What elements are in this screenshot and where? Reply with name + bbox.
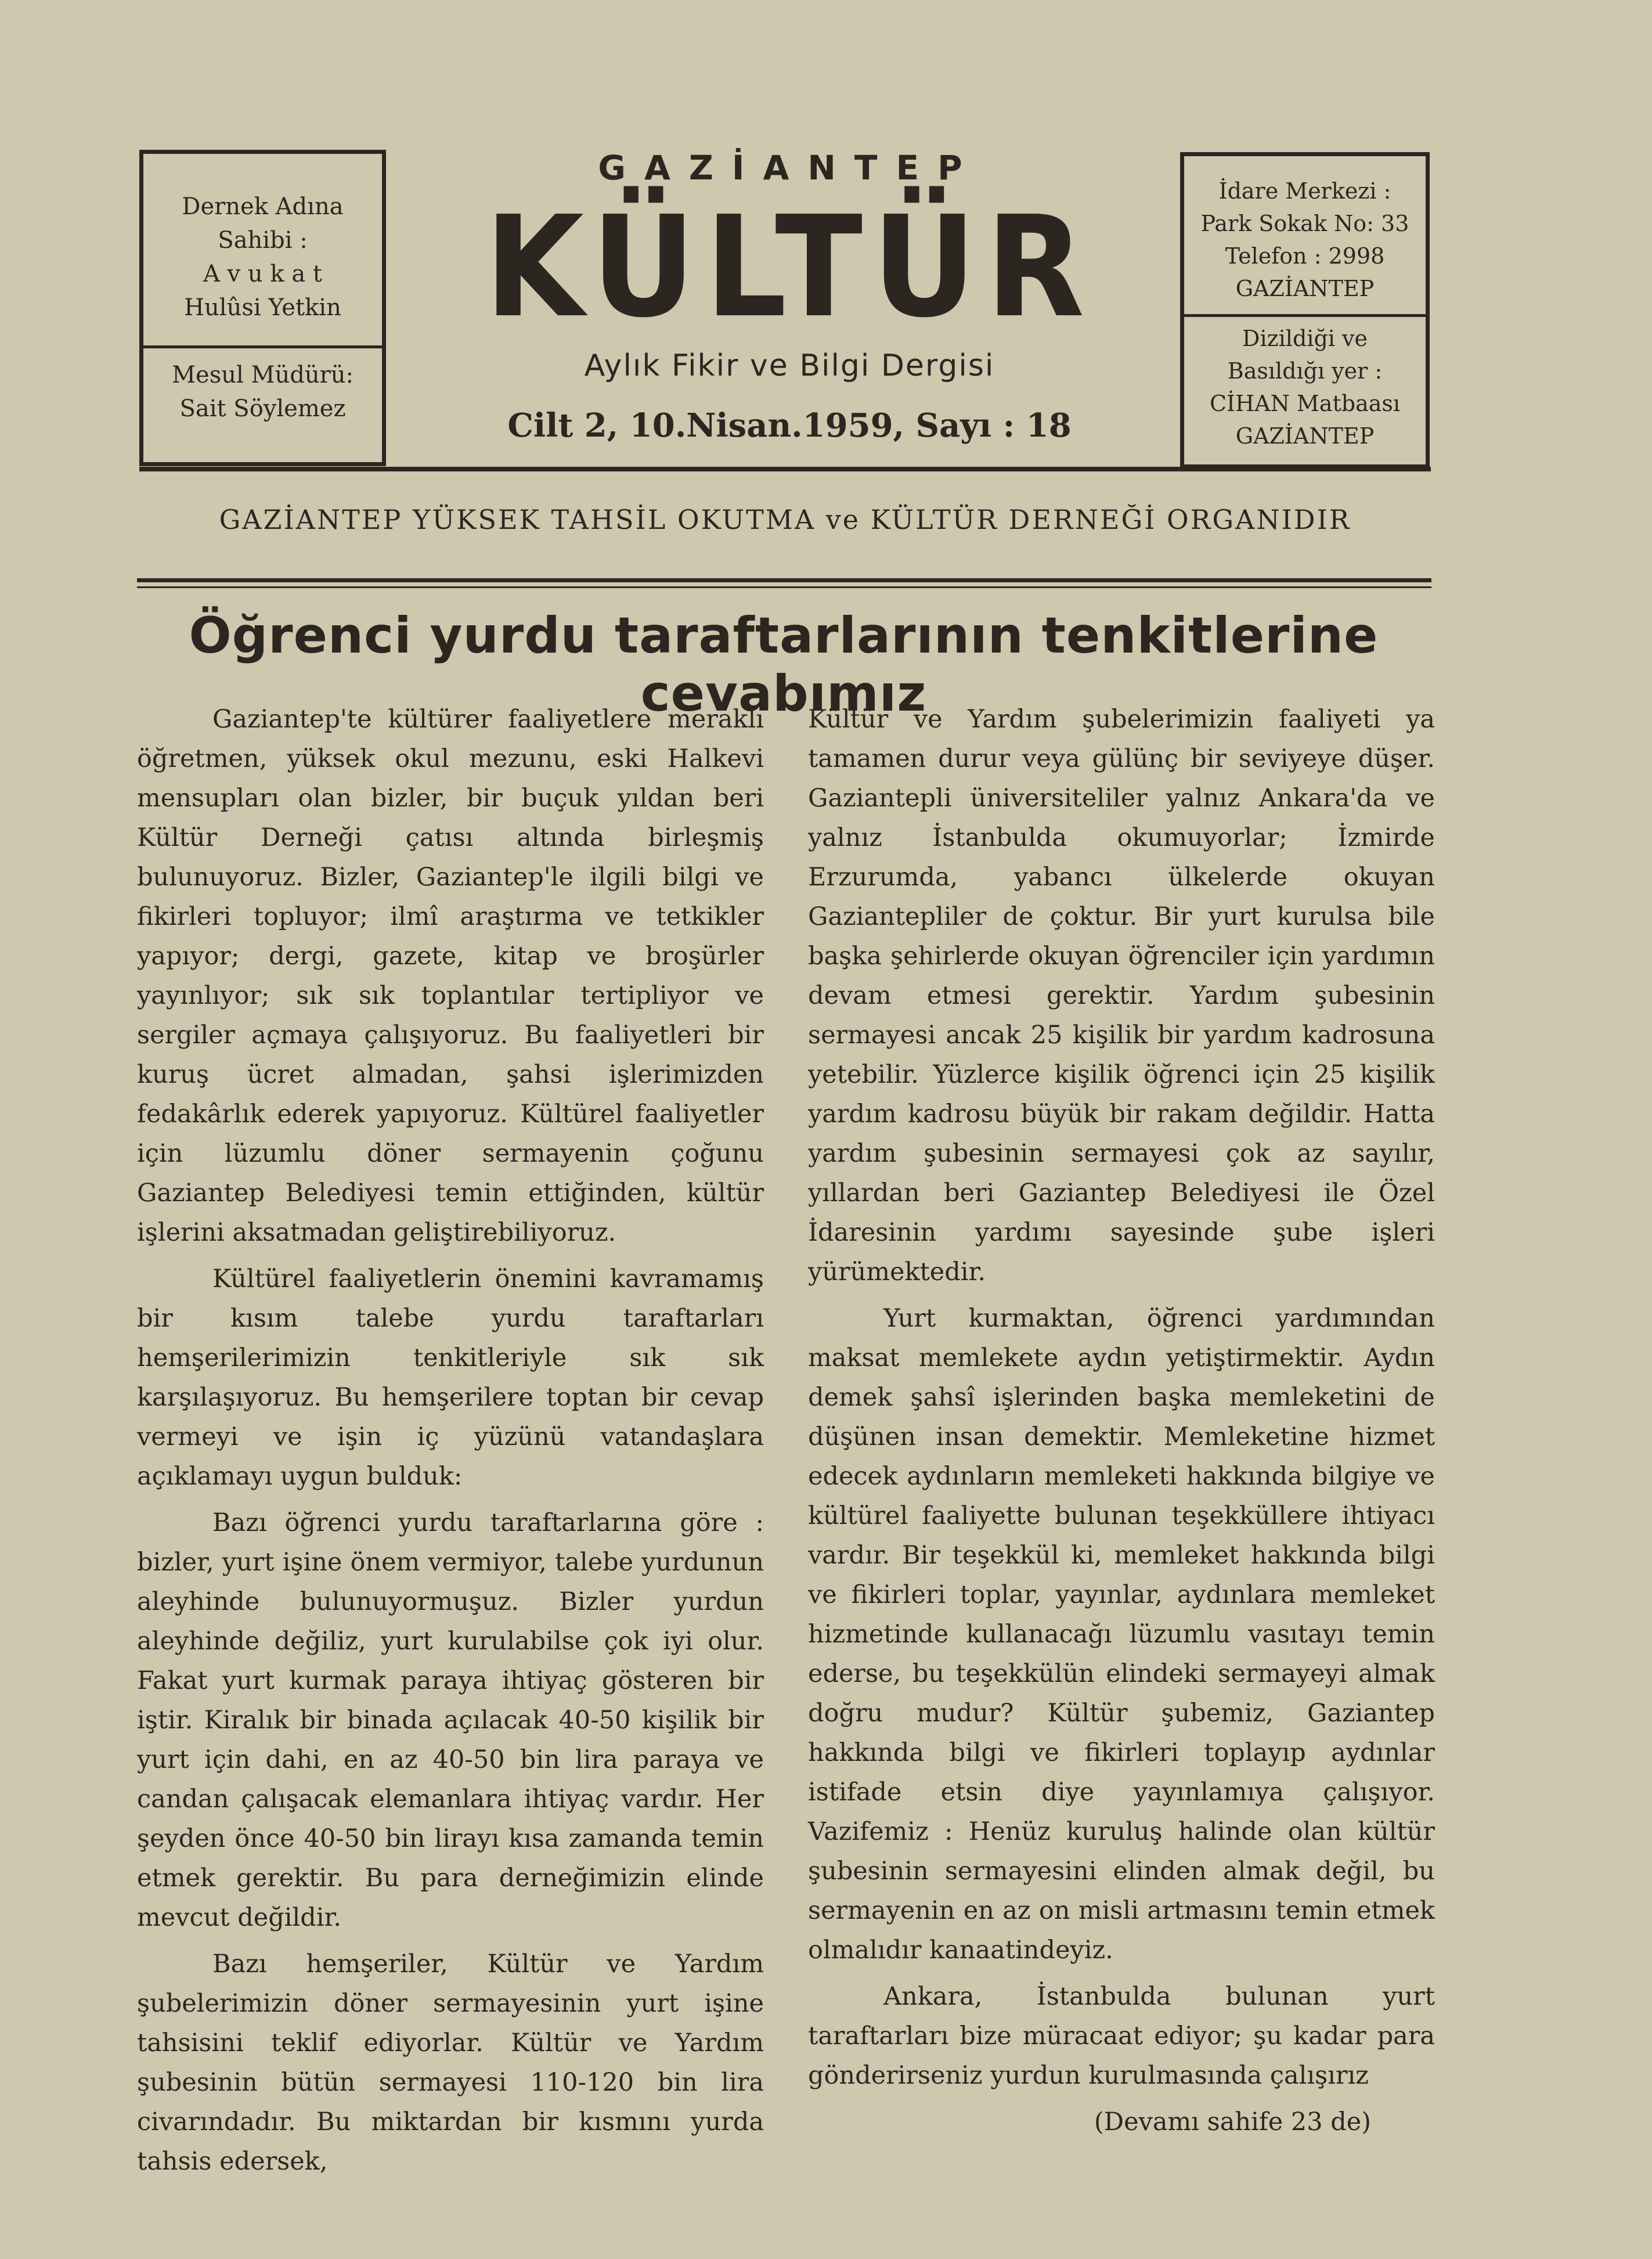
publisher-box bbox=[139, 150, 386, 466]
owner-title: A v u k a t bbox=[203, 261, 322, 287]
magazine-title: KÜLTÜR bbox=[485, 186, 1094, 348]
office-box bbox=[1180, 152, 1430, 469]
printer-name: CİHAN Matbaası bbox=[1209, 391, 1401, 416]
brand-city: GAZİANTEP bbox=[598, 148, 981, 188]
office-label: İdare Merkezi : bbox=[1218, 178, 1391, 204]
magazine-subtitle: Aylık Fikir ve Bilgi Dergisi bbox=[584, 348, 995, 383]
manager-label: Mesul Müdürü: bbox=[172, 362, 354, 388]
printer-label: Dizildiği ve bbox=[1242, 326, 1368, 351]
paragraph: Gaziantep'te kültürer faaliyetlere meraklı öğretmen, yüksek okul mezunu, eski Halkevi mensupları olan bizler, bir buçuk yıldan beri Kültür Derneği çatısı altında birleşmiş bulunuyoruz. Bizler, Gaziantep'le ilgili bilgi ve fikirleri topluyor; ilmî araştırma ve tetkikler yapıyor; dergi, gazete, kitap ve broşürler yayınlıyor; sık sık toplantılar tertipliyor ve sergiler açmaya çalışıyoruz. Bu faaliyetleri bir kuruş ücret almadan, şahsi işlerimizden fedakârlık ederek yapıyoruz. Kültürel faaliyetler için lüzumlu döner sermayenin çoğunu Gaziantep Belediyesi temin ettiğinden, kültür işlerini aksatmadan geliştirebiliyoruz. bbox=[137, 705, 764, 1247]
printer-info bbox=[1184, 322, 1426, 452]
manager-info bbox=[143, 358, 382, 426]
office-city: GAZİANTEP bbox=[1235, 276, 1375, 301]
printer-city: GAZİANTEP bbox=[1235, 423, 1375, 449]
paragraph: Bazı öğrenci yurdu taraftarlarına göre : bizler, yurt işine önem vermiyor, talebe yurdunun aleyhinde bulunuyormuşuz. Bizler yurdun aleyhinde değiliz, yurt kurulabilse çok iyi olur. Fakat yurt kurmak paraya ihtiyaç gösteren bir iştir. Kiralık bir binada açılacak 40-50 kişilik bir yurt için dahi, en az 40-50 bin lira paraya ve candan çalışacak elemanlara ihtiyaç vardır. Her şeyden önce 40-50 bin lirayı kısa zamanda temin etmek gerektir. Bu para derneğimizin elinde mevcut değildir. bbox=[137, 1508, 764, 1932]
article-right-column bbox=[808, 700, 1435, 2149]
masthead-rule bbox=[139, 467, 1431, 471]
box-divider bbox=[143, 345, 382, 348]
owner-info bbox=[143, 190, 382, 325]
paragraph: Bazı hemşeriler, Kültür ve Yardım şubelerimizin döner sermayesinin yurt işine tahsisini teklif ediyorlar. Kültür ve Yardım şubesinin bütün sermayesi 110-120 bin lira civarındadır. Bu miktardan bir kısmını yurda tahsis edersek, bbox=[137, 1950, 764, 2176]
paragraph: Yurt kurmaktan, öğrenci yardımından maksat memlekete aydın yetiştirmektir. Aydın demek şahsî işlerinden başka memleketini de düşünen insan demektir. Memleketine hizmet edecek aydınların memleketi hakkında bilgiye ve kültürel faaliyette bulunan teşekküllere ihtiyacı vardır. Bir teşekkül ki, memleket hakkında bilgi ve fikirleri toplar, yayınlar, aydınlara memleket hizmetinde kullanacağı lüzumlu vasıtayı temin ederse, bu teşekkülün elindeki sermayeyi almak doğru mudur? Kültür şubemiz, Gaziantep hakkında bilgi ve fikirleri toplayıp aydınlar istifade etsin diye yayınlamıya çalışıyor. Vazifemiz : Henüz kuruluş halinde olan kültür şubesinin sermayesini elinden almak değil, bu sermayenin en az on misli artmasını temin etmek olmalıdır kanaatindeyiz. bbox=[808, 1304, 1435, 1965]
issue-info: Cilt 2, 10.Nisan.1959, Sayı : 18 bbox=[507, 406, 1072, 445]
paragraph: Ankara, İstanbulda bulunan yurt taraftarları bize müracaat ediyor; şu kadar para gönderirseniz yurdun kurulmasında çalışırız bbox=[808, 1982, 1435, 2090]
headline-rule-thin bbox=[137, 586, 1431, 588]
paragraph: Kültürel faaliyetlerin önemini kavramamış bir kısım talebe yurdu taraftarları hemşerilerimizin tenkitleriyle sık sık karşılaşıyoruz. Bu hemşerilere toptan bir cevap vermeyi ve işin iç yüzünü vatandaşlara açıklamayı uygun bulduk: bbox=[137, 1264, 764, 1491]
manager-name: Sait Söylemez bbox=[179, 395, 346, 422]
article-headline: Öğrenci yurdu taraftarlarının tenkitlerine cevabımız bbox=[189, 607, 1379, 723]
continued-note: (Devamı sahife 23 de) bbox=[1094, 2107, 1371, 2136]
office-phone: Telefon : 2998 bbox=[1225, 243, 1385, 269]
article-left-column bbox=[137, 700, 764, 2188]
box-divider bbox=[1184, 314, 1426, 317]
paragraph: Kültür ve Yardım şubelerimizin faaliyeti ya tamamen durur veya gülünç bir seviyeye düşer. Gaziantepli üniversiteliler yalnız Ankara'da ve yalnız İstanbulda okumuyorlar; İzmirde Erzurumda, yabancı ülkelerde okuyan Gaziantepliler de çoktur. Bir yurt kurulsa bile başka şehirlerde okuyan öğrenciler için yardımın devam etmesi gerektir. Yardım şubesinin sermayesi ancak 25 kişilik bir yardım kadrosuna yetebilir. Yüzlerce kişilik öğrenci için 25 kişilik yardım kadrosu büyük bir rakam değildir. Hatta yardım şubesinin sermayesi çok az sayılır, yıllardan beri Gaziantep Belediyesi ile Özel İdaresinin yardımı sayesinde şube işleri yürümektedir. bbox=[808, 705, 1435, 1287]
organ-line: GAZİANTEP YÜKSEK TAHSİL OKUTMA ve KÜLTÜR DERNEĞİ ORGANIDIR bbox=[219, 504, 1351, 535]
office-info bbox=[1184, 175, 1426, 305]
headline-rule bbox=[137, 578, 1431, 582]
office-address: Park Sokak No: 33 bbox=[1200, 211, 1409, 236]
owner-role: Sahibi : bbox=[218, 227, 308, 254]
owner-label: Dernek Adına bbox=[182, 193, 344, 220]
printer-label-2: Basıldığı yer : bbox=[1227, 358, 1383, 384]
owner-name: Hulûsi Yetkin bbox=[184, 294, 341, 321]
